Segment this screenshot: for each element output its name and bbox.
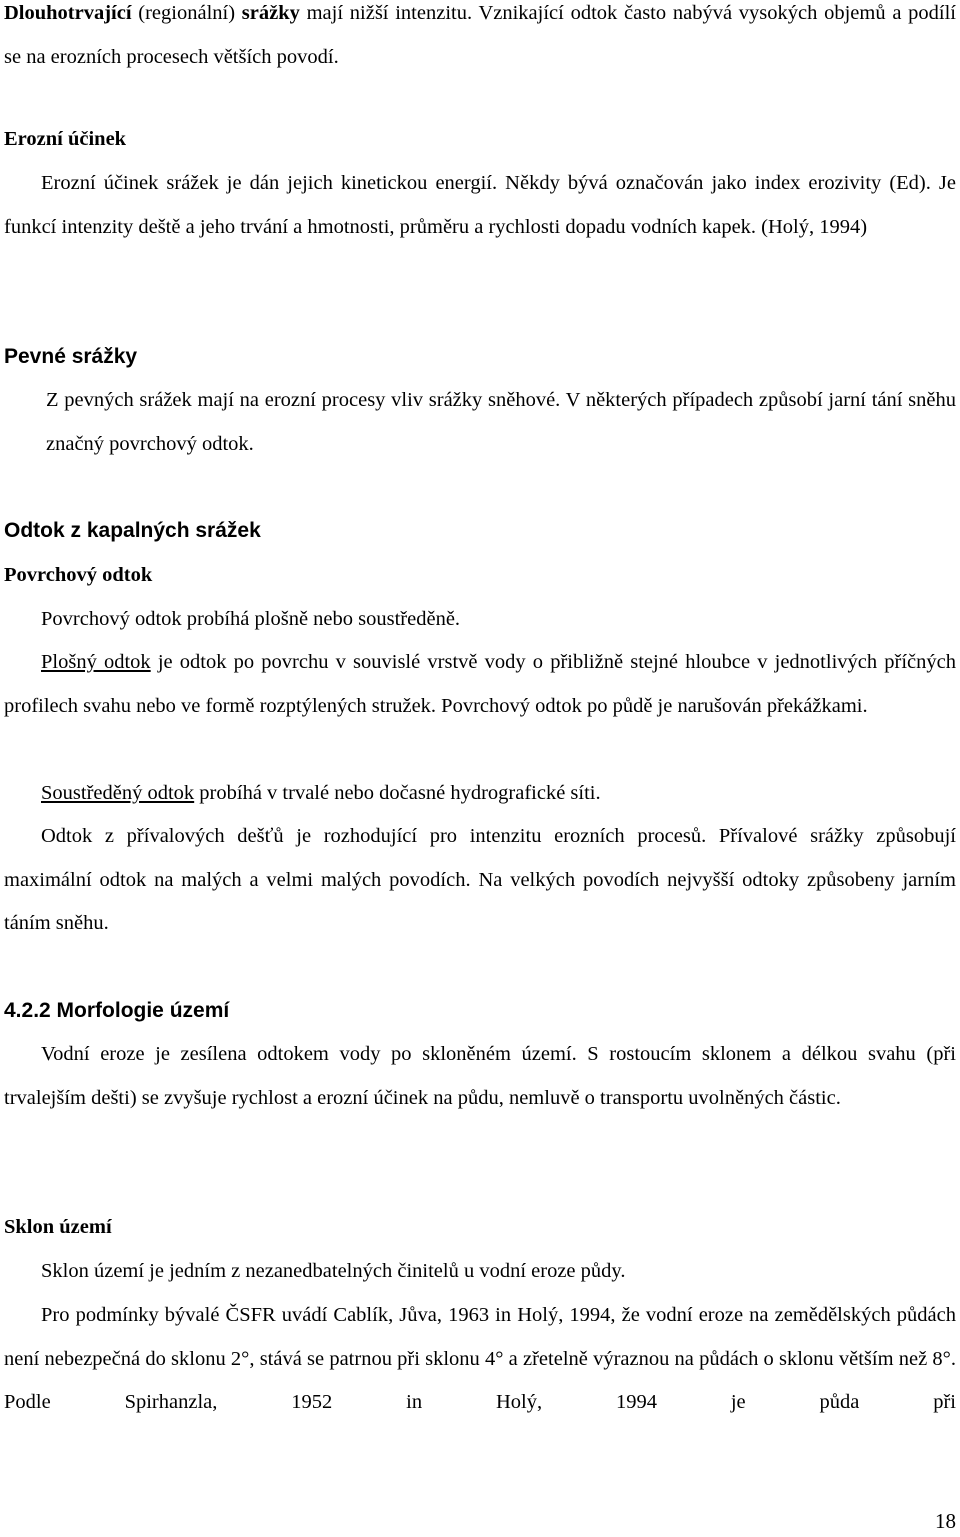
- text-regionalni: (regionální): [131, 2, 242, 24]
- heading-sklon-uzemi: [4, 1206, 956, 1250]
- heading-erozni-ucinek: [4, 118, 956, 162]
- heading-sklon-uzemi-text: Sklon území: [4, 1216, 112, 1238]
- term-dlouhotrvajici: Dlouhotrvající: [4, 2, 132, 24]
- page-number: 18: [935, 1509, 956, 1533]
- paragraph-morfologie: Vodní eroze je zesílena odtokem vody po skloněném území. S rostoucím sklonem a délkou svahu (při trvalejším dešti) se zvyšuje rychlost a erozní účinek na půdu, nemluvě o transportu uvolněných částic.: [4, 1043, 956, 1109]
- term-soustredeny-odtok: Soustředěný odtok: [41, 782, 195, 804]
- term-plosny-odtok: Plošný odtok: [41, 651, 151, 673]
- paragraph-soustredeny-odtok: [4, 772, 956, 816]
- subheading-povrchovy-odtok-text: Povrchový odtok: [4, 564, 153, 586]
- paragraph-plosny-odtok: [4, 641, 956, 728]
- paragraph-pevne-srazky: Z pevných srážek mají na erozní procesy vliv srážky sněhové. V některých případech způsobí jarní tání sněhu značný povrchový odtok.: [46, 389, 956, 455]
- heading-pevne-srazky: Pevné srážky: [4, 345, 138, 368]
- heading-morfologie-uzemi: 4.2.2 Morfologie území: [4, 999, 230, 1022]
- paragraph-sklon-2: Pro podmínky bývalé ČSFR uvádí Cablík, Jůva, 1963 in Holý, 1994, že vodní eroze na zemědělských půdách není nebezpečná do sklonu 2°, stává se patrnou při sklonu 4° a zřetelně výraznou na půdách o sklonu větším než 8°. Podle Spirhanzla, 1952 in Holý, 1994 je půda při: [4, 1304, 956, 1413]
- heading-erozni-ucinek-text: Erozní účinek: [4, 128, 127, 150]
- text-dlouhotrvajici: mají nižší intenzitu. Vznikající odtok často nabývá vysokých objemů a podílí se na erozních procesech větších povodí.: [4, 2, 957, 68]
- term-srazky: srážky: [241, 2, 300, 24]
- subheading-povrchovy-odtok: [4, 554, 956, 598]
- paragraph-sklon-1: Sklon území je jedním z nezanedbatelných činitelů u vodní eroze půdy.: [41, 1260, 626, 1282]
- paragraph-privalove-deste: Odtok z přívalových dešťů je rozhodující pro intenzitu erozních procesů. Přívalové srážky způsobují maximální odtok na malých a velmi malých povodích. Na velkých povodích nejvyšší odtoky způsobeny jarním táním sněhu.: [4, 825, 956, 934]
- paragraph-erozni-ucinek: Erozní účinek srážek je dán jejich kinetickou energií. Někdy bývá označován jako index erozivity (Ed). Je funkcí intenzity deště a jeho trvání a hmotnosti, průměru a rychlosti dopadu vodních kapek. (Holý, 1994): [4, 172, 956, 238]
- text-plosny-odtok: je odtok po povrchu v souvislé vrstvě vody o přibližně stejné hloubce v jednotlivých příčných profilech svahu nebo ve formě rozptýlených stružek. Povrchový odtok po půdě je narušován překážkami.: [4, 651, 956, 717]
- paragraph-dlouhotrvajici: [4, 0, 956, 79]
- heading-odtok-kapalnych: Odtok z kapalných srážek: [4, 519, 261, 542]
- paragraph-povrchovy-intro: Povrchový odtok probíhá plošně nebo soustředěně.: [41, 608, 461, 630]
- text-soustredeny-odtok: probíhá v trvalé nebo dočasné hydrografické síti.: [194, 782, 601, 804]
